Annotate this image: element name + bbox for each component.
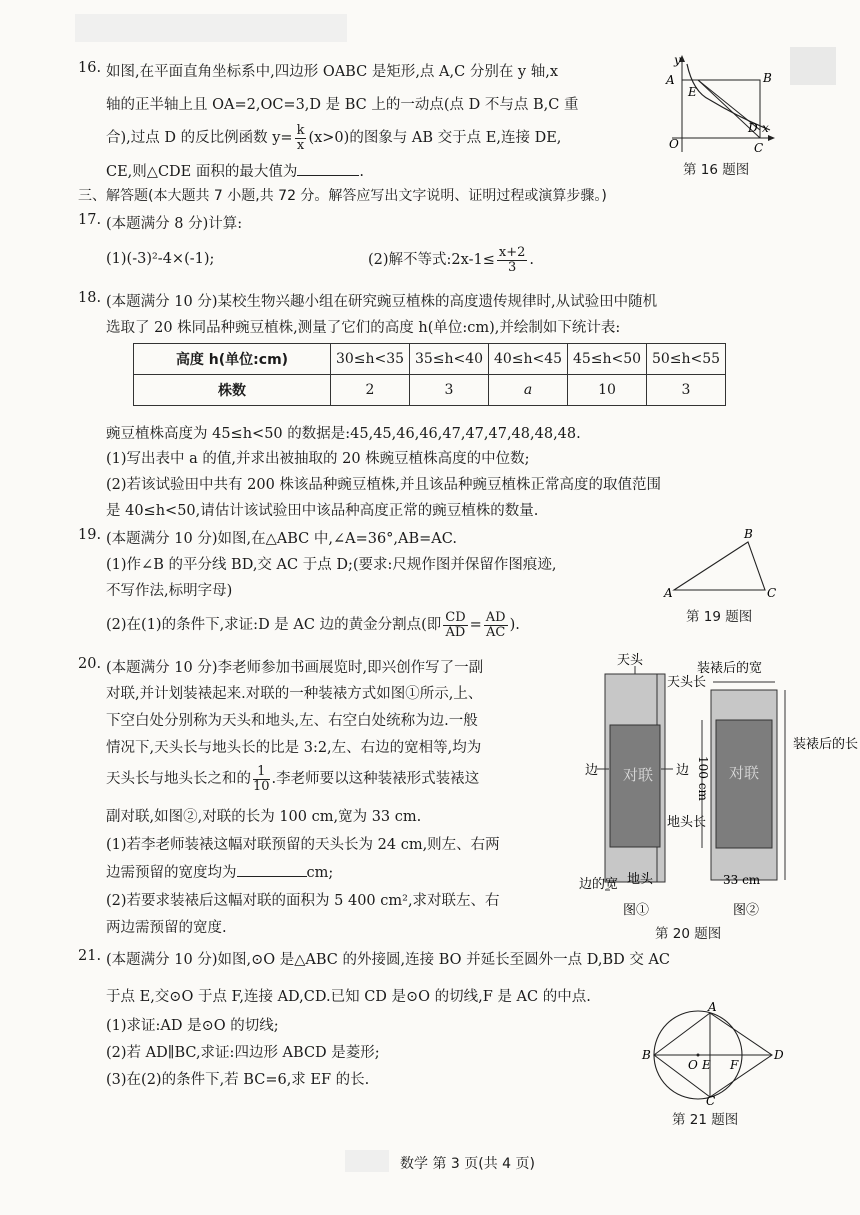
couplet-1 <box>610 725 660 847</box>
q18-part2b: 是 40≤h<50,请估计该试验田中该品种高度正常的豌豆植株的数量. <box>106 503 539 519</box>
q17-header: (本题满分 8 分)计算: <box>106 216 243 232</box>
q16-line2: 轴的正半轴上且 OA=2,OC=3,D 是 BC 上的一动点(点 D 不与点 B,C 重 <box>106 97 579 113</box>
svg-text:边: 边 <box>676 763 690 778</box>
svg-text:C: C <box>706 1094 716 1108</box>
q21-part3: (3)在(2)的条件下,若 BC=6,求 EF 的长. <box>106 1072 370 1088</box>
svg-text:地头长: 地头长 <box>667 815 707 830</box>
q16-number: 16. <box>78 60 102 76</box>
q16-line1: 如图,在平面直角坐标系中,四边形 OABC 是矩形,点 A,C 分别在 y 轴,x <box>106 64 559 80</box>
svg-text:天头: 天头 <box>617 653 644 668</box>
q18-number: 18. <box>78 290 102 306</box>
q16-line3: 合),过点 D 的反比例函数 y= $\frac{k}{x}$ (x>0)的图象与 AB 交于点 E,连接 DE, <box>106 123 562 153</box>
svg-text:天头长: 天头长 <box>667 675 707 690</box>
label-x: x <box>762 121 769 135</box>
svg-text:A: A <box>664 586 673 600</box>
q16-caption: 第 16 题图 <box>683 162 750 178</box>
svg-text:A: A <box>708 1000 717 1014</box>
q21-part1: (1)求证:AD 是⊙O 的切线; <box>106 1018 279 1034</box>
q20-line6: 副对联,如图②,对联的长为 100 cm,宽为 33 cm. <box>106 809 422 825</box>
q19-part2: (2)在(1)的条件下,求证:D 是 AC 边的黄金分割点(即 $\frac{CD}{AD}$ = $\frac{AD}{AC}$ ). <box>106 610 520 640</box>
answer-blank[interactable] <box>297 175 359 176</box>
q16-figure <box>660 52 780 157</box>
q18-data-line: 豌豆植株高度为 45≤h<50 的数据是:45,45,46,46,47,47,47,48,48,48. <box>106 426 581 442</box>
one-tenth-fraction: $\frac{1}{10}$ <box>253 764 270 794</box>
svg-text:C: C <box>767 586 777 600</box>
q17-part1: (1)(-3)²-4×(-1); <box>106 251 215 267</box>
svg-text:对联: 对联 <box>623 766 654 784</box>
couplet-2 <box>716 720 772 848</box>
q18-line2: 选取了 20 株同品种豌豆植株,测量了它们的高度 h(单位:cm),并绘制如下统计表: <box>106 320 621 336</box>
page-footer: 数学 第 3 页(共 4 页) <box>400 1156 535 1172</box>
q20-line2: 对联,并计划装裱起来.对联的一种装裱方式如图①所示,上、 <box>106 686 483 702</box>
label-y: y <box>674 53 681 67</box>
svg-text:装裱后的长: 装裱后的长 <box>793 737 859 752</box>
q18-part2a: (2)若该试验田中共有 200 株该品种豌豆植株,并且该品种豌豆植株正常高度的取值范围 <box>106 477 662 493</box>
svg-text:F: F <box>730 1058 739 1072</box>
ad-ac-fraction: $\frac{AD}{AC}$ <box>485 610 506 640</box>
svg-text:边: 边 <box>585 763 599 778</box>
height-stats-table <box>133 343 726 406</box>
q20-number: 20. <box>78 656 102 672</box>
svg-text:图②: 图② <box>733 903 760 918</box>
q18-part1: (1)写出表中 a 的值,并求出被抽取的 20 株豌豆植株高度的中位数; <box>106 451 530 467</box>
q17-part2: (2)解不等式:2x-1≤ $\frac{x+2}{3}$ . <box>368 245 534 275</box>
q19-triangle-figure <box>660 528 780 600</box>
q19-number: 19. <box>78 527 102 543</box>
label-O: O <box>669 137 679 151</box>
redaction-block-footer <box>345 1150 389 1172</box>
svg-text:B: B <box>642 1048 651 1062</box>
q16-line4: CE,则△CDE 面积的最大值为 . <box>106 164 364 180</box>
redaction-block-right <box>790 47 836 85</box>
q19-caption: 第 19 题图 <box>686 609 753 625</box>
svg-text:地头: 地头 <box>627 872 654 887</box>
svg-text:D: D <box>774 1048 784 1062</box>
answer-blank[interactable] <box>237 876 307 877</box>
section-3-header: 三、解答题(本大题共 7 小题,共 72 分。解答应写出文字说明、证明过程或演算步骤。) <box>78 188 607 204</box>
label-C: C <box>754 141 764 155</box>
q20-part1b: 边需预留的宽度均为 cm; <box>106 865 334 881</box>
svg-text:O: O <box>688 1058 698 1072</box>
svg-text:100 cm: 100 cm <box>696 756 710 801</box>
q21-part2: (2)若 AD∥BC,求证:四边形 ABCD 是菱形; <box>106 1045 380 1061</box>
q21-line2: 于点 E,交⊙O 于点 F,连接 AD,CD.已知 CD 是⊙O 的切线,F 是 AC 的中点. <box>106 989 591 1005</box>
q20-part2a: (2)若要求装裱后这幅对联的面积为 5 400 cm²,求对联左、右 <box>106 893 500 909</box>
svg-text:对联: 对联 <box>729 764 760 782</box>
q20-line3: 下空白处分别称为天头和地头,左、右空白处统称为边.一般 <box>106 713 478 729</box>
svg-text:图①: 图① <box>623 903 650 918</box>
q18-line1: (本题满分 10 分)某校生物兴趣小组在研究豌豆植株的高度遗传规律时,从试验田中随机 <box>106 294 658 310</box>
redaction-block-top <box>75 14 347 42</box>
q21-caption: 第 21 题图 <box>672 1112 739 1128</box>
k-over-x-fraction: $\frac{k}{x}$ <box>296 123 305 153</box>
q17-number: 17. <box>78 212 102 228</box>
svg-text:B: B <box>744 527 753 541</box>
svg-text:33 cm: 33 cm <box>723 873 761 887</box>
label-A: A <box>666 73 675 87</box>
q19-part1b: 不写作法,标明字母) <box>106 583 233 599</box>
q20-part2b: 两边需预留的宽度. <box>106 920 227 936</box>
q21-line1: (本题满分 10 分)如图,⊙O 是△ABC 的外接圆,连接 BO 并延长至圆外一点 D,BD 交 AC <box>106 952 671 968</box>
inequality-fraction: $\frac{x+2}{3}$ <box>498 245 526 275</box>
q20-line5: 天头长与地头长之和的 $\frac{1}{10}$ .李老师要以这种装裱形式装裱这 <box>106 764 480 794</box>
cd-ad-fraction: $\frac{CD}{AD}$ <box>445 610 466 640</box>
q20-part1a: (1)若李老师装裱这幅对联预留的天头长为 24 cm,则左、右两 <box>106 837 500 853</box>
label-B: B <box>763 71 772 85</box>
q19-line1: (本题满分 10 分)如图,在△ABC 中,∠A=36°,AB=AC. <box>106 531 457 547</box>
q20-caption: 第 20 题图 <box>655 926 722 942</box>
q21-number: 21. <box>78 948 102 964</box>
svg-text:边的宽: 边的宽 <box>579 877 619 892</box>
q19-part1a: (1)作∠B 的平分线 BD,交 AC 于点 D;(要求:尺规作图并保留作图痕迹, <box>106 557 557 573</box>
q20-scroll-figure <box>575 652 859 922</box>
table-row: 株数 2 3 a 10 3 <box>134 375 726 406</box>
q20-line4: 情况下,天头长与地头长的比是 3:2,左、右边的宽相等,均为 <box>106 740 482 756</box>
svg-text:装裱后的宽: 装裱后的宽 <box>697 661 763 676</box>
label-E: E <box>688 85 697 99</box>
svg-text:E: E <box>702 1058 711 1072</box>
label-D: D <box>748 121 758 135</box>
q20-line1: (本题满分 10 分)李老师参加书画展览时,即兴创作写了一副 <box>106 660 484 676</box>
q21-circle-figure <box>640 1000 790 1108</box>
table-header-row: 高度 h(单位:cm) 30≤h<35 35≤h<40 40≤h<45 45≤h<50 50≤h<55 <box>134 344 726 375</box>
